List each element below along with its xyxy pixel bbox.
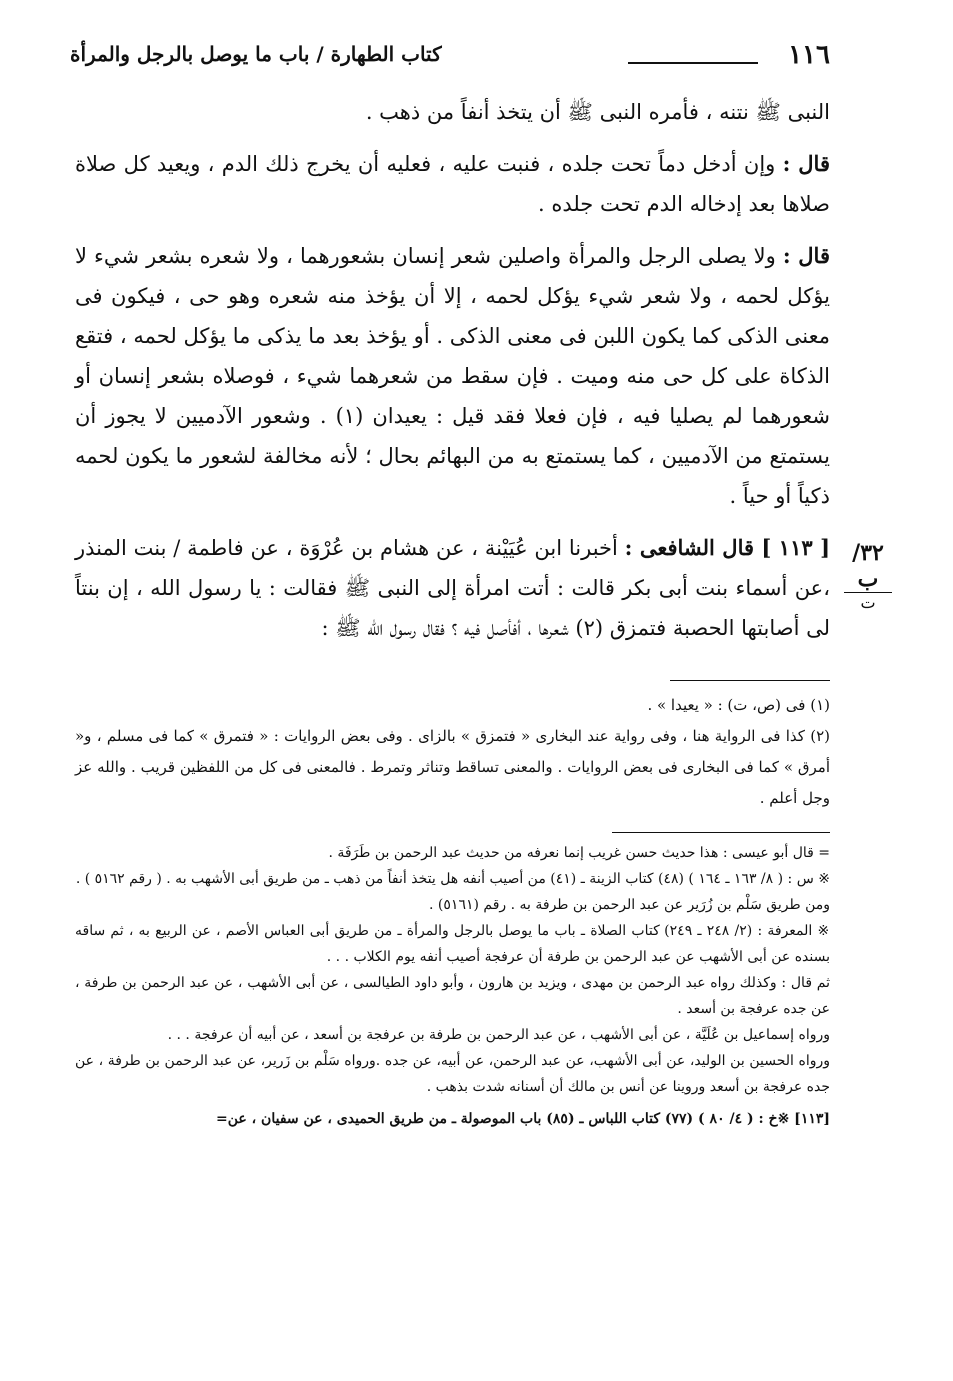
paragraph-text: وإن أدخل دماً تحت جلده ، فنبت عليه ، فعليه أن يخرج ذلك الدم ، ويعيد كل صلاة صلاها بعد إدخاله الدم تحت جلده . [75,152,830,216]
paragraph-text: النبى ﷺ نتنه ، فأمره النبى ﷺ أن يتخذ أنفاً من ذهب . [365,100,830,124]
paragraph-label: قال : [782,151,830,176]
manuscript-folio-note [838,540,898,613]
source-entry: ورواه إسماعيل بن عُلَيَّة ، عن أبى الأشهب ، عن عبد الرحمن بن طرفة بن عرفجة بن أسعد ، عن أبيه أن عرفجة . . . [167,1027,830,1043]
paragraph [75,236,830,516]
footnote: (٢) كذا فى الرواية هنا ، وفى رواية عند البخارى « فتمزق » بالزاى . وفى بعض الروايات : « فتمرق » كما فى مسلم ، و« أمرق » كما فى البخارى فى بعض الروايات . والمعنى تساقط وتناثر وتمرط . فالمعنى فى كل من اللفظين قريب . والله عز وجل أعلم . [75,727,830,807]
source-entry-113: [١١٣] ※خ : ( ٤/ ٨٠ ) (٧٧) كتاب اللباس ـ (٨٥) باب الموصولة ـ من طريق الحميدى ، عن سفيان ، عن= [216,1111,830,1127]
paragraph-label: قال : [782,243,830,268]
paragraph [75,92,830,132]
main-text [75,92,830,648]
paragraph [75,144,830,224]
source-entry: ومن طريق سَلْم بن زُرَير عن عبد الرحمن بن طرفة به . رقم (٥١٦١) . [429,897,830,913]
footnotes [75,690,830,814]
footnote-rule [670,680,830,681]
folio-number: ٣٢/ ب [852,540,884,592]
paragraph-text: ولا يصلى الرجل والمرأة واصلين شعر إنسان بشعورهما ، ولا شعره بشعر شيء لا يؤكل لحمه ، ولا شعر شيء يؤكل لحمه ، إلا أن يؤخذ منه شعره وهو حى ، فيكون فى معنى الذكى كما يكون اللبن فى معنى الذكى . أو يؤخذ بعد ما يذكى ما يؤكل لحمه ، فتقع الذكاة على كل حى منه وميت . فإن سقط من شعرهما شيء ، فوصلاه بشعر إنسان أو شعورهما لم يصليا فيه ، فإن فعلا فقد قيل : يعيدان (١) . وشعور الآدميين لا يجوز أن يستمتع من الآدميين ، كما يستمتع به من البهائم بحال ؛ لأنه مخالفة لشعور ما يكون لحمه ذكياً أو حياً . [75,244,830,508]
header-rule [628,62,758,64]
page-header [70,40,830,80]
footnote: (١) فى (ص، ت) : « يعيدا » . [647,696,830,714]
running-title: كتاب الطهارة / باب ما يوصل بالرجل والمرأة [70,42,442,66]
source-entry: ورواه الحسين بن الوليد، عن أبى الأشهب، عن عبد الرحمن، عن أبيه، عن جده .ورواه سَلْم بن زَرير، عن عبد الرحمن بن طرفة ، عن جده عرفجة بن أسعد وروينا عن أنس بن مالك أن أسنانه شدت بذهب . [75,1053,830,1095]
source-entry: ※ س : ( ٨/ ١٦٣ ـ ١٦٤ ) (٤٨) كتاب الزينة ـ (٤١) من أصيب أنفه هل يتخذ أنفاً من ذهب ـ من طريق أبى الأشهب به . ( رقم ٥١٦٢ ) . [75,871,830,887]
source-references [75,840,830,1132]
sources-rule [612,832,830,833]
source-entry: ※ المعرفة : (٢/ ٢٤٨ ـ ٢٤٩) كتاب الصلاة ـ باب ما يوصل بالرجل والمرأة ـ من طريق أبى العباس الأصم ، عن الربيع به ، ثم ساقه بسنده عن أبى الأشهب عن عبد الرحمن بن طرفة أن عرفجة أصيب أنفه يوم الكلاب . . . [75,923,831,965]
paragraph [75,528,830,648]
folio-manuscript-siglum: ت [860,593,876,612]
paragraph-label: [ ١١٣ ] قال الشافعى : [624,535,830,560]
page-number: ١١٦ [788,40,830,70]
source-entry: = قال أبو عيسى : هذا حديث حسن غريب إنما نعرفه من حديث عبد الرحمن بن طَرَفَة . [328,845,830,861]
paragraph-text: أخبرنا ابن عُيَيْنة ، عن هشام بن عُرْوَة ، عن فاطمة / بنت المنذر ،عن أسماء بنت أبى بكر قالت : أتت امرأة إلى النبى ﷺ فقالت : يا رسول الله ، إن بنتاً لى أصابتها الحصبة فتمزق (٢) شعرها ، أفأصل فيه ؟ فقال رسول الله ﷺ : [75,536,830,640]
source-entry: ثم قال : وكذلك رواه عبد الرحمن بن مهدى ، ويزيد بن هارون ، وأبو داود الطيالسى ، عن أبى الأشهب ، عن عبد الرحمن بن طرفة ، عن جده عرفجة بن أسعد . [75,975,830,1017]
